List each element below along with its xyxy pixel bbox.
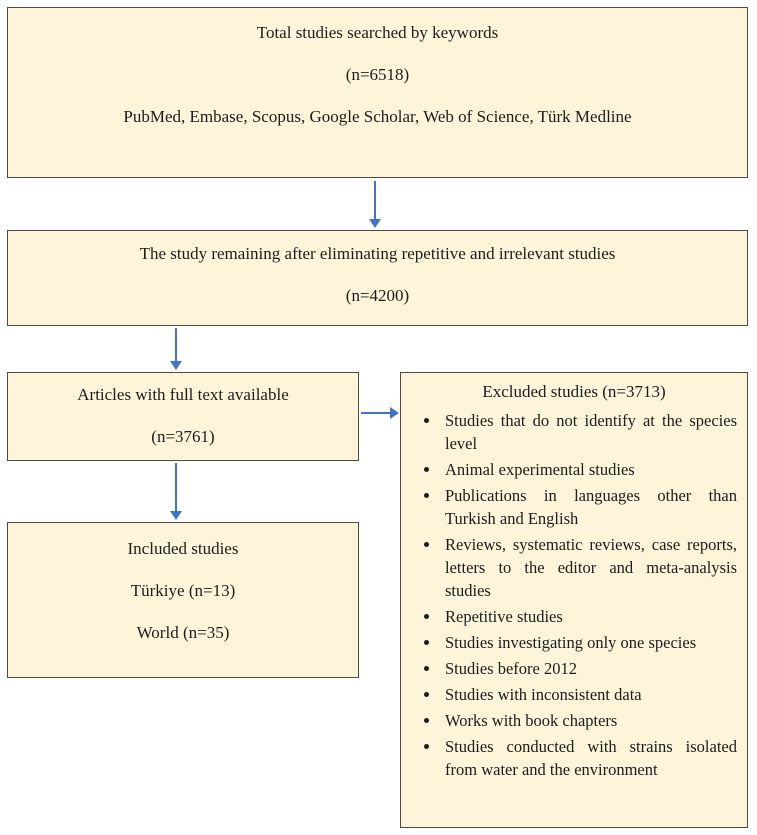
box-total-sources: PubMed, Embase, Scopus, Google Scholar, Web of Science, Türk Medline: [123, 107, 632, 126]
box-total-count: (n=6518): [345, 65, 410, 84]
arrow-head-icon: [170, 361, 182, 370]
excluded-item: • Studies with inconsistent data: [441, 683, 737, 706]
excluded-title: Excluded studies (n=3713): [482, 382, 666, 401]
box-included-turkiye: Türkiye (n=13): [130, 581, 236, 600]
arrow-shaft: [374, 181, 376, 219]
excluded-item: • Studies conducted with strains isolated from water and the environment: [441, 735, 737, 781]
excluded-item: • Studies that do not identify at the species level: [441, 409, 737, 455]
excluded-item: • Studies before 2012: [441, 657, 737, 680]
excluded-item: • Publications in languages other than Turkish and English: [441, 484, 737, 530]
arrow-shaft: [175, 463, 177, 511]
box-remaining-line1: The study remaining after eliminating repetitive and irrelevant studies: [139, 244, 616, 263]
box-excluded-studies: [400, 372, 748, 828]
excluded-item: • Reviews, systematic reviews, case reports, letters to the editor and meta-analysis studies: [441, 533, 737, 602]
excluded-item: • Studies investigating only one species: [441, 631, 737, 654]
excluded-item: • Repetitive studies: [441, 605, 737, 628]
arrow-head-icon: [170, 511, 182, 520]
box-fulltext-line1: Articles with full text available: [77, 385, 289, 404]
box-remaining-studies: [7, 230, 748, 326]
arrow-shaft: [361, 412, 390, 414]
box-included-studies: [7, 522, 359, 678]
arrow-remaining-to-fulltext: [170, 328, 182, 370]
box-fulltext-count: (n=3761): [151, 427, 215, 446]
arrow-fulltext-to-included: [170, 463, 182, 520]
box-total-studies: [7, 7, 748, 178]
box-full-text: [7, 372, 359, 461]
excluded-item: • Works with book chapters: [441, 709, 737, 732]
arrow-shaft: [175, 328, 177, 361]
arrow-total-to-remaining: [369, 181, 381, 228]
box-remaining-count: (n=4200): [345, 286, 410, 305]
arrow-head-icon: [390, 407, 399, 419]
box-included-line1: Included studies: [127, 539, 239, 558]
excluded-list: [441, 409, 737, 781]
box-included-world: World (n=35): [136, 623, 230, 642]
arrow-head-icon: [369, 219, 381, 228]
arrow-fulltext-to-excluded: [361, 407, 399, 419]
box-total-line1: Total studies searched by keywords: [256, 23, 499, 42]
excluded-item: • Animal experimental studies: [441, 458, 737, 481]
